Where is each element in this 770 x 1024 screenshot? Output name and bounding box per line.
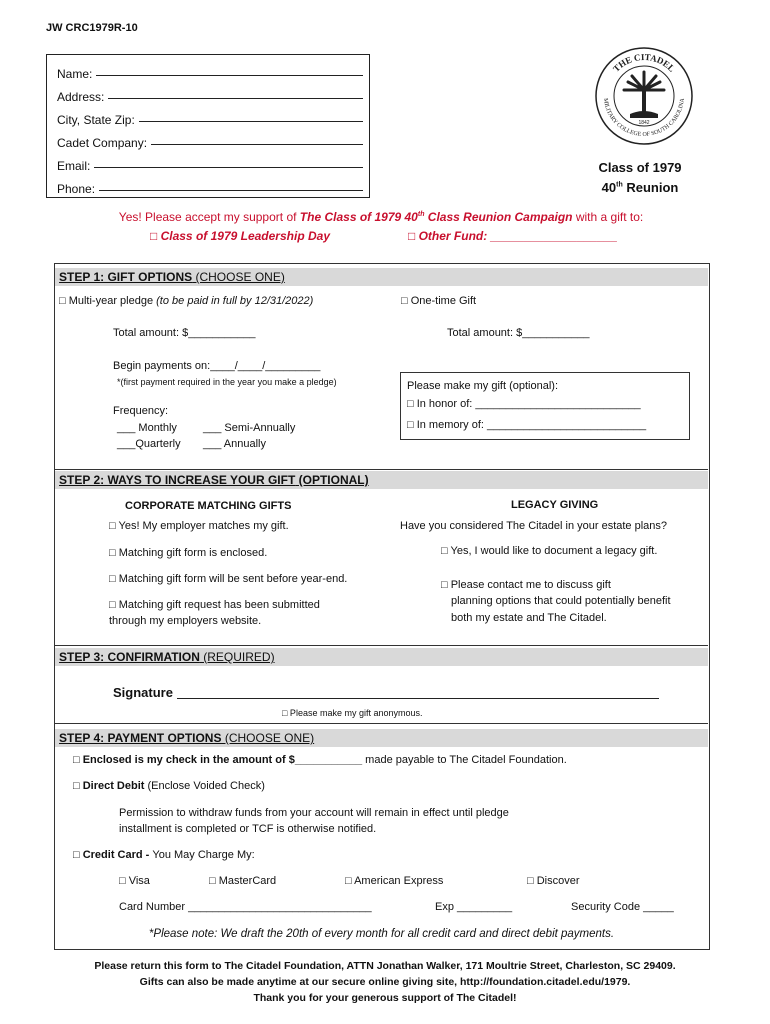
company-field[interactable] bbox=[151, 132, 363, 145]
freq-annually[interactable]: ___ Annually bbox=[203, 438, 266, 450]
contact-me-line3: both my estate and The Citadel. bbox=[451, 612, 607, 624]
signature-field[interactable] bbox=[177, 685, 659, 699]
signature-label: Signature bbox=[113, 685, 173, 700]
form-code: JW CRC1979R-10 bbox=[46, 22, 138, 34]
step1-header bbox=[55, 268, 708, 286]
multi-year-note: (to be paid in full by 12/31/2022) bbox=[156, 295, 314, 307]
request-submitted-checkbox[interactable]: □ Matching gift request has been submitted bbox=[109, 599, 320, 611]
step3-divider bbox=[55, 645, 708, 646]
discover-checkbox[interactable]: □ Discover bbox=[527, 875, 580, 887]
campaign-end: Class Reunion Campaign bbox=[424, 210, 573, 224]
mastercard-checkbox[interactable]: □ MasterCard bbox=[209, 875, 277, 887]
contact-me-checkbox[interactable]: □ Please contact me to discuss gift bbox=[441, 579, 611, 591]
amex-checkbox[interactable]: □ American Express bbox=[345, 875, 444, 887]
step4-title: STEP 4: PAYMENT OPTIONS bbox=[59, 731, 222, 745]
check-label: □ Enclosed is my check in the amount of $ bbox=[73, 754, 295, 766]
check-amount-field[interactable]: ___________ bbox=[294, 754, 363, 766]
footer-return-address: Please return this form to The Citadel Foundation, ATTN Jonathan Walker, 171 Moultrie Street, Charleston, SC 29409. bbox=[94, 960, 676, 972]
email-field[interactable] bbox=[94, 155, 363, 168]
credit-card-label: □ Credit Card - bbox=[73, 849, 153, 861]
step1-subtitle: (CHOOSE ONE) bbox=[192, 270, 285, 284]
legacy-question: Have you considered The Citadel in your estate plans? bbox=[400, 520, 668, 532]
email-label: Email: bbox=[57, 159, 91, 173]
intro-line bbox=[46, 210, 716, 224]
class-title: Class of 1979 bbox=[598, 160, 682, 175]
step2-divider bbox=[55, 469, 708, 470]
step2-header bbox=[55, 471, 708, 489]
intro-suffix: with a gift to: bbox=[572, 210, 644, 224]
step2-title: STEP 2: WAYS TO INCREASE YOUR GIFT bbox=[59, 473, 296, 487]
tribute-box bbox=[400, 372, 690, 440]
seal-bottom-text: MILITARY COLLEGE OF SOUTH CAROLINA bbox=[602, 97, 686, 139]
corporate-matching-title: CORPORATE MATCHING GIFTS bbox=[125, 500, 292, 512]
frequency-label: Frequency: bbox=[113, 405, 169, 417]
reunion-number: 40 bbox=[601, 180, 617, 195]
campaign-sup: th bbox=[417, 211, 425, 218]
gift-form bbox=[54, 263, 710, 950]
credit-card-sub: You May Charge My: bbox=[152, 849, 255, 861]
footer-online-giving: Gifts can also be made anytime at our secure online giving site, http://foundation.citadel.edu/1979. bbox=[139, 976, 631, 988]
citadel-seal-logo bbox=[594, 46, 694, 146]
step4-divider bbox=[55, 723, 708, 724]
address-label: Address: bbox=[57, 90, 105, 104]
step3-header bbox=[55, 648, 708, 666]
visa-checkbox[interactable]: □ Visa bbox=[119, 875, 150, 887]
begin-payments-note: *(first payment required in the year you make a pledge) bbox=[117, 377, 337, 387]
step3-title: STEP 3: CONFIRMATION bbox=[59, 650, 200, 664]
in-honor-of-field[interactable]: □ In honor of: ___________________________ bbox=[407, 398, 641, 410]
company-label: Cadet Company: bbox=[57, 136, 148, 150]
city-field[interactable] bbox=[139, 109, 363, 122]
phone-label: Phone: bbox=[57, 182, 96, 196]
campaign-text: The Class of 1979 40 bbox=[299, 210, 418, 224]
document-legacy-checkbox[interactable]: □ Yes, I would like to document a legacy gift. bbox=[441, 545, 658, 557]
seal-top-text: THE CITADEL bbox=[611, 51, 677, 74]
signature-row bbox=[113, 685, 659, 700]
form-enclosed-checkbox[interactable]: □ Matching gift form is enclosed. bbox=[109, 547, 268, 559]
step4-header bbox=[55, 729, 708, 747]
employer-matches-checkbox[interactable]: □ Yes! My employer matches my gift. bbox=[109, 520, 289, 532]
direct-debit-option[interactable] bbox=[73, 780, 265, 792]
onetime-total-field[interactable]: Total amount: $___________ bbox=[447, 327, 590, 339]
name-label: Name: bbox=[57, 67, 93, 81]
check-option[interactable] bbox=[73, 754, 567, 766]
phone-field[interactable] bbox=[99, 178, 363, 191]
form-sent-later-checkbox[interactable]: □ Matching gift form will be sent before year-end. bbox=[109, 573, 348, 585]
anonymous-checkbox[interactable]: □ Please make my gift anonymous. bbox=[282, 708, 423, 718]
check-payable: made payable to The Citadel Foundation. bbox=[362, 754, 567, 766]
permission-line1: Permission to withdraw funds from your account will remain in effect until pledge bbox=[119, 807, 509, 819]
draft-note: *Please note: We draft the 20th of every month for all credit card and direct debit payments. bbox=[148, 928, 615, 940]
seal-year: 1842 bbox=[638, 120, 650, 126]
campaign-name bbox=[300, 210, 573, 224]
expiration-field[interactable]: Exp _________ bbox=[435, 901, 513, 913]
intro-prefix: Yes! Please accept my support of bbox=[118, 210, 300, 224]
debit-label: □ Direct Debit bbox=[73, 780, 145, 792]
pledge-total-field[interactable]: Total amount: $___________ bbox=[113, 327, 256, 339]
freq-quarterly[interactable]: ___Quarterly bbox=[117, 438, 181, 450]
tribute-title: Please make my gift (optional): bbox=[407, 380, 559, 392]
reunion-sup: th bbox=[616, 181, 623, 189]
step4-subtitle: (CHOOSE ONE) bbox=[221, 731, 315, 745]
city-label: City, State Zip: bbox=[57, 113, 135, 127]
step1-title: STEP 1: GIFT OPTIONS bbox=[59, 270, 193, 284]
debit-note: (Enclose Voided Check) bbox=[144, 780, 265, 792]
permission-line2: installment is completed or TCF is otherwise notified. bbox=[119, 823, 377, 835]
step3-subtitle: (REQUIRED) bbox=[199, 650, 275, 664]
legacy-giving-title: LEGACY GIVING bbox=[511, 499, 599, 511]
multi-year-label: □ Multi-year pledge bbox=[59, 295, 157, 307]
freq-semi-annually[interactable]: ___ Semi-Annually bbox=[203, 422, 296, 434]
in-memory-of-field[interactable]: □ In memory of: __________________________ bbox=[407, 419, 647, 431]
card-number-field[interactable]: Card Number ______________________________ bbox=[119, 901, 372, 913]
reunion-title bbox=[580, 180, 700, 195]
option-leadership-day[interactable]: □ Class of 1979 Leadership Day bbox=[150, 229, 330, 243]
step2-subtitle: (OPTIONAL) bbox=[295, 473, 369, 487]
multi-year-pledge-checkbox[interactable] bbox=[59, 295, 313, 307]
freq-monthly[interactable]: ___ Monthly bbox=[117, 422, 177, 434]
security-code-field[interactable]: Security Code _____ bbox=[571, 901, 674, 913]
address-field[interactable] bbox=[108, 86, 363, 99]
option-other-fund[interactable]: □ Other Fund: ___________________ bbox=[408, 229, 618, 243]
begin-payments-field[interactable]: Begin payments on:____/____/_________ bbox=[113, 360, 321, 372]
one-time-gift-checkbox[interactable]: □ One-time Gift bbox=[401, 295, 477, 307]
credit-card-option[interactable] bbox=[73, 849, 255, 861]
request-submitted-cont: through my employers website. bbox=[109, 615, 262, 627]
reunion-text: Reunion bbox=[626, 180, 679, 195]
contact-me-line2: planning options that could potentially benefit bbox=[451, 595, 671, 607]
name-field[interactable] bbox=[96, 63, 363, 76]
footer-thank-you: Thank you for your generous support of The Citadel! bbox=[253, 992, 517, 1004]
footer bbox=[0, 958, 770, 1006]
contact-box bbox=[46, 54, 370, 198]
